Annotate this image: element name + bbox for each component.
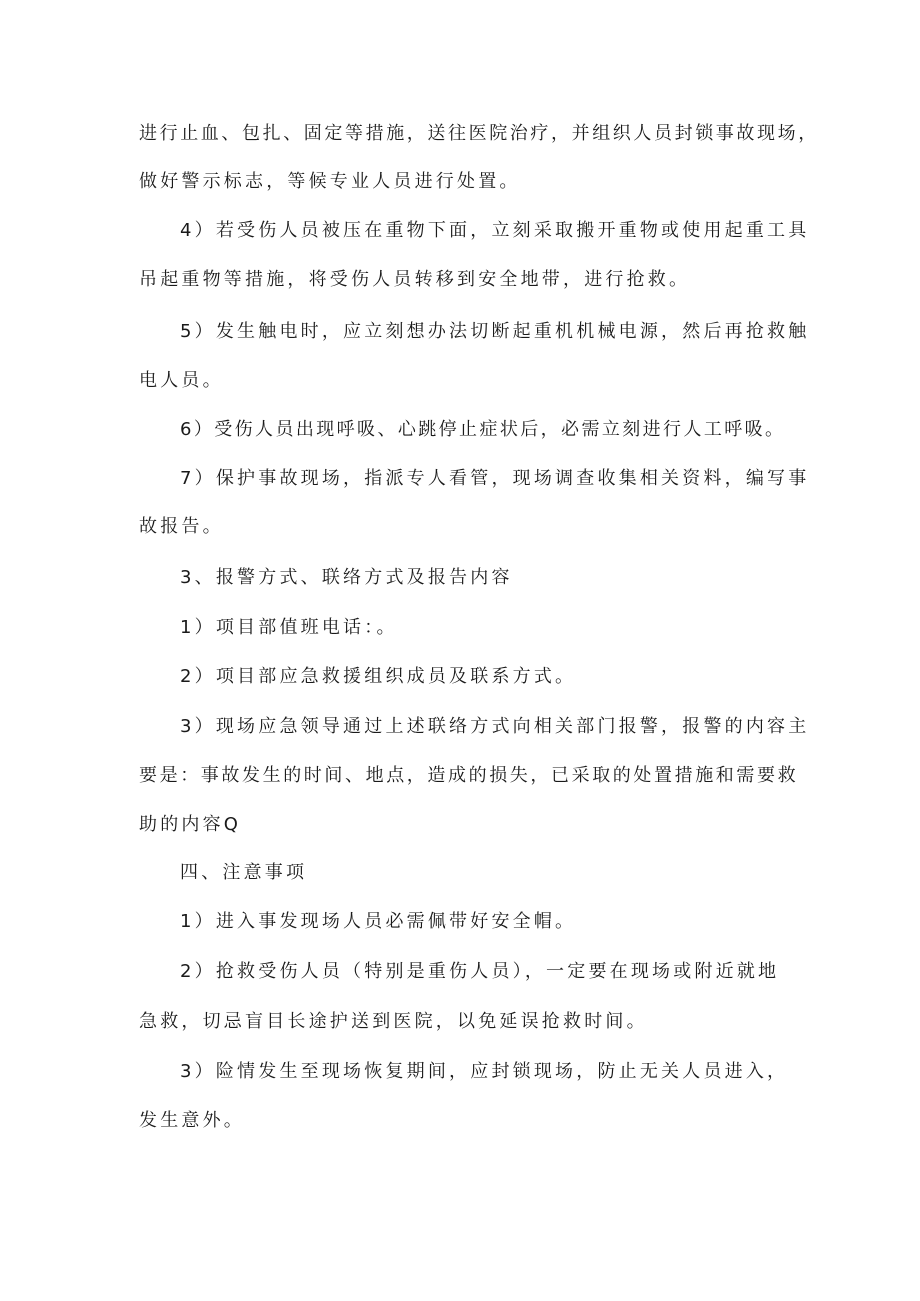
section-heading: 3、报警方式、联络方式及报告内容 — [180, 567, 513, 588]
text-line: 故报告。 — [139, 516, 224, 537]
section-heading: 四、注意事项 — [180, 862, 308, 883]
text-line: 电人员。 — [139, 370, 224, 391]
text-line: 3）现场应急领导通过上述联络方式向相关部门报警，报警的内容主 — [180, 716, 810, 737]
text-line: 发生意外。 — [139, 1110, 245, 1131]
text-line: 7）保护事故现场，指派专人看管，现场调查收集相关资料，编写事 — [180, 468, 810, 489]
text-line: 5）发生触电时，应立刻想办法切断起重机机械电源，然后再抢救触 — [180, 321, 810, 342]
text-line: 进行止血、包扎、固定等措施，送往医院治疗，并组织人员封锁事故现场， — [139, 123, 819, 144]
text-line: 3）险情发生至现场恢复期间，应封锁现场，防止无关人员进入， — [180, 1061, 789, 1082]
text-line: 4）若受伤人员被压在重物下面，立刻采取搬开重物或使用起重工具 — [180, 220, 810, 241]
text-line: 2）项目部应急救援组织成员及联系方式。 — [180, 666, 577, 687]
text-line: 6）受伤人员出现呼吸、心跳停止症状后，必需立刻进行人工呼吸。 — [180, 419, 786, 440]
text-line: 助的内容Q — [139, 814, 242, 835]
text-line: 1）进入事发现场人员必需佩带好安全帽。 — [180, 911, 577, 932]
text-line: 2）抢救受伤人员（特别是重伤人员），一定要在现场或附近就地 — [180, 961, 780, 982]
text-line: 吊起重物等措施，将受伤人员转移到安全地带，进行抢救。 — [139, 269, 691, 290]
text-line: 急救，切忌盲目长途护送到医院，以免延误抢救时间。 — [139, 1011, 648, 1032]
text-line: 要是：事故发生的时间、地点，造成的损失，已采取的处置措施和需要救 — [139, 765, 799, 786]
text-line: 1）项目部值班电话：。 — [180, 617, 398, 638]
text-line: 做好警示标志，等候专业人员进行处置。 — [139, 171, 521, 192]
